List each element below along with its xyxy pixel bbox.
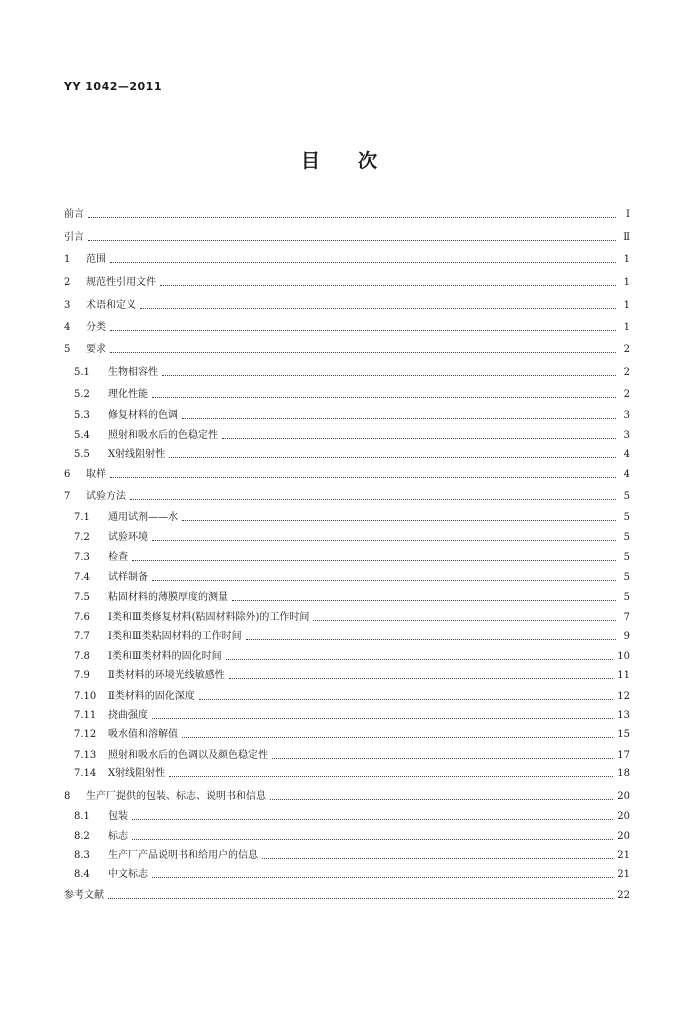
toc-dot-leader bbox=[229, 678, 613, 679]
toc-entry-number: 4 bbox=[64, 322, 71, 333]
toc-entry-label: 术语和定义 bbox=[86, 300, 136, 311]
toc-entry-page: 5 bbox=[623, 491, 630, 502]
toc-entry-number: 7.4 bbox=[74, 572, 90, 583]
toc-entry-page: 2 bbox=[623, 389, 630, 400]
toc-entry-label: 要求 bbox=[86, 344, 106, 355]
toc-entry-label: 粘固材料的薄膜厚度的测量 bbox=[108, 592, 228, 603]
toc-dot-leader bbox=[226, 659, 614, 660]
toc-entry-label: 通用试剂——水 bbox=[108, 512, 178, 523]
toc-entry-label: 取样 bbox=[86, 469, 106, 480]
toc-entry-label: 挠曲强度 bbox=[108, 710, 148, 721]
toc-entry-page: 4 bbox=[623, 469, 630, 480]
toc-entry bbox=[74, 510, 630, 524]
toc-entry bbox=[74, 447, 630, 461]
toc-entry-page: 5 bbox=[623, 552, 630, 563]
toc-entry bbox=[74, 570, 630, 584]
toc-entry-page: 5 bbox=[623, 512, 630, 523]
toc-entry bbox=[74, 590, 630, 604]
toc-entry bbox=[74, 365, 630, 379]
toc-entry-number: 7.3 bbox=[74, 552, 90, 563]
toc-entry-page: 1 bbox=[623, 277, 630, 288]
toc-entry-number: 5.5 bbox=[74, 449, 90, 460]
toc-entry-label: 试样制备 bbox=[108, 572, 148, 583]
toc-entry-label: 分类 bbox=[86, 322, 106, 333]
toc-entry-label: Ⅰ类和Ⅲ类材料的固化时间 bbox=[108, 651, 222, 662]
toc-entry-label: 引言 bbox=[64, 232, 84, 243]
toc-entry-number: 7 bbox=[64, 491, 71, 502]
toc-entry bbox=[74, 708, 630, 722]
toc-entry bbox=[74, 848, 630, 862]
toc-entry-number: 7.10 bbox=[74, 691, 97, 702]
toc-entry-number: 7.7 bbox=[74, 631, 90, 642]
toc-entry-label: 前言 bbox=[64, 209, 84, 220]
toc-entry-label: 生产厂产品说明书和给用户的信息 bbox=[108, 850, 258, 861]
toc-entry bbox=[74, 649, 630, 663]
toc-entry-label: X射线阻射性 bbox=[108, 768, 166, 779]
toc-entry bbox=[64, 230, 630, 244]
toc-dot-leader bbox=[246, 639, 616, 640]
toc-entry-label: 包装 bbox=[108, 811, 128, 822]
toc-dot-leader bbox=[262, 858, 613, 859]
toc-dot-leader bbox=[152, 718, 613, 719]
toc-entry-number: 8 bbox=[64, 791, 71, 802]
toc-dot-leader bbox=[110, 477, 616, 478]
toc-entry bbox=[64, 888, 630, 902]
toc-dot-leader bbox=[152, 540, 616, 541]
toc-dot-leader bbox=[132, 560, 616, 561]
toc-entry-page: 20 bbox=[617, 791, 630, 802]
toc-dot-leader bbox=[169, 457, 616, 458]
toc-entry-page: 10 bbox=[617, 651, 630, 662]
toc-dot-leader bbox=[162, 375, 616, 376]
toc-entry bbox=[64, 467, 630, 481]
toc-entry-number: 7.11 bbox=[74, 710, 97, 721]
toc-entry bbox=[74, 387, 630, 401]
toc-entry-page: Ⅱ bbox=[623, 232, 630, 243]
toc-entry-page: 17 bbox=[617, 750, 630, 761]
toc-entry-page: 3 bbox=[623, 410, 630, 421]
toc-dot-leader bbox=[110, 330, 616, 331]
toc-dot-leader bbox=[130, 499, 616, 500]
toc-entry-label: 理化性能 bbox=[108, 389, 148, 400]
toc-entry-page: 20 bbox=[617, 831, 630, 842]
toc-entry-label: 检查 bbox=[108, 552, 128, 563]
toc-entry bbox=[64, 320, 630, 334]
toc-entry-page: Ⅰ bbox=[626, 209, 630, 220]
toc-entry-page: 3 bbox=[623, 430, 630, 441]
toc-dot-leader bbox=[222, 438, 616, 439]
toc-entry bbox=[74, 428, 630, 442]
toc-entry-page: 1 bbox=[623, 300, 630, 311]
toc-entry-number: 7.8 bbox=[74, 651, 90, 662]
toc-entry-number: 7.6 bbox=[74, 612, 90, 623]
standard-code: YY 1042—2011 bbox=[64, 80, 162, 93]
toc-dot-leader bbox=[152, 877, 613, 878]
toc-entry bbox=[74, 829, 630, 843]
toc-entry-page: 7 bbox=[623, 612, 630, 623]
toc-dot-leader bbox=[182, 418, 616, 419]
toc-entry-page: 21 bbox=[617, 869, 630, 880]
toc-dot-leader bbox=[140, 308, 616, 309]
toc-dot-leader bbox=[108, 898, 613, 899]
toc-dot-leader bbox=[152, 580, 616, 581]
toc-entry-label: 规范性引用文件 bbox=[86, 277, 156, 288]
toc-dot-leader bbox=[110, 262, 616, 263]
toc-entry-label: 参考文献 bbox=[64, 890, 104, 901]
toc-entry-label: 生物相容性 bbox=[108, 367, 158, 378]
toc-entry bbox=[64, 789, 630, 803]
toc-entry-label: 试验环境 bbox=[108, 532, 148, 543]
toc-entry-label: 吸水值和溶解值 bbox=[108, 729, 178, 740]
toc-entry-number: 7.9 bbox=[74, 670, 90, 681]
toc-entry-page: 11 bbox=[617, 670, 630, 681]
toc-entry-page: 5 bbox=[623, 592, 630, 603]
toc-entry-number: 8.3 bbox=[74, 850, 90, 861]
toc-entry-number: 7.5 bbox=[74, 592, 90, 603]
toc-entry bbox=[74, 689, 630, 703]
toc-entry bbox=[74, 867, 630, 881]
toc-dot-leader bbox=[152, 397, 616, 398]
toc-entry-label: Ⅰ类和Ⅲ类粘固材料的工作时间 bbox=[108, 631, 242, 642]
toc-entry bbox=[74, 550, 630, 564]
toc-entry bbox=[74, 668, 630, 682]
toc-entry-number: 7.13 bbox=[74, 750, 97, 761]
toc-entry-number: 8.1 bbox=[74, 811, 90, 822]
toc-entry-page: 18 bbox=[617, 768, 630, 779]
toc-entry-label: 标志 bbox=[108, 831, 128, 842]
toc-entry bbox=[74, 530, 630, 544]
toc-entry-page: 9 bbox=[623, 631, 630, 642]
toc-entry bbox=[64, 298, 630, 312]
toc-dot-leader bbox=[313, 620, 616, 621]
toc-entry-label: 照射和吸水后的色调以及颜色稳定性 bbox=[108, 750, 268, 761]
toc-dot-leader bbox=[88, 240, 616, 241]
toc-entry-number: 5.4 bbox=[74, 430, 90, 441]
toc-dot-leader bbox=[182, 737, 613, 738]
toc-dot-leader bbox=[132, 819, 613, 820]
toc-dot-leader bbox=[160, 285, 616, 286]
toc-dot-leader bbox=[232, 600, 616, 601]
toc-dot-leader bbox=[169, 776, 613, 777]
toc-entry-label: 照射和吸水后的色稳定性 bbox=[108, 430, 218, 441]
toc-dot-leader bbox=[182, 520, 616, 521]
toc-entry bbox=[74, 629, 630, 643]
toc-entry-number: 8.4 bbox=[74, 869, 90, 880]
toc-entry-page: 2 bbox=[623, 367, 630, 378]
toc-dot-leader bbox=[270, 799, 613, 800]
toc-entry-number: 7.1 bbox=[74, 512, 90, 523]
toc-entry bbox=[74, 809, 630, 823]
toc-entry-label: 中文标志 bbox=[108, 869, 148, 880]
toc-entry bbox=[64, 489, 630, 503]
toc-entry-number: 7.14 bbox=[74, 768, 97, 779]
toc-entry bbox=[74, 727, 630, 741]
toc-entry-page: 22 bbox=[617, 890, 630, 901]
toc-entry bbox=[64, 275, 630, 289]
toc-entry-number: 5.1 bbox=[74, 367, 90, 378]
toc-entry-number: 1 bbox=[64, 254, 71, 265]
toc-entry-label: Ⅱ类材料的固化深度 bbox=[108, 691, 195, 702]
toc-entry-label: 试验方法 bbox=[86, 491, 126, 502]
toc-entry-page: 15 bbox=[617, 729, 630, 740]
toc-dot-leader bbox=[199, 699, 613, 700]
toc-entry-page: 4 bbox=[623, 449, 630, 460]
toc-dot-leader bbox=[110, 352, 616, 353]
toc-entry-label: X射线阻射性 bbox=[108, 449, 166, 460]
toc-entry-label: Ⅱ类材料的环境光线敏感性 bbox=[108, 670, 225, 681]
toc-entry-label: Ⅰ类和Ⅲ类修复材料(粘固材料除外)的工作时间 bbox=[108, 612, 310, 623]
toc-entry-page: 21 bbox=[617, 850, 630, 861]
toc-entry-page: 5 bbox=[623, 572, 630, 583]
toc-dot-leader bbox=[132, 839, 613, 840]
toc-entry-page: 1 bbox=[623, 322, 630, 333]
page-title: 目次 bbox=[300, 150, 415, 172]
toc-entry-page: 5 bbox=[623, 532, 630, 543]
toc-entry-label: 生产厂提供的包装、标志、说明书和信息 bbox=[86, 791, 266, 802]
toc-entry-number: 2 bbox=[64, 277, 71, 288]
toc-entry-number: 6 bbox=[64, 469, 71, 480]
toc-entry bbox=[74, 766, 630, 780]
toc-entry-number: 7.12 bbox=[74, 729, 97, 740]
toc-entry-page: 13 bbox=[617, 710, 630, 721]
toc-entry-number: 3 bbox=[64, 300, 71, 311]
toc-entry bbox=[64, 252, 630, 266]
toc-entry-page: 20 bbox=[617, 811, 630, 822]
toc-entry-number: 5.3 bbox=[74, 410, 90, 421]
toc-entry bbox=[64, 342, 630, 356]
toc-entry-number: 8.2 bbox=[74, 831, 90, 842]
toc-entry-page: 2 bbox=[623, 344, 630, 355]
toc-entry bbox=[64, 207, 630, 221]
toc-entry-number: 5 bbox=[64, 344, 71, 355]
toc-entry bbox=[74, 748, 630, 762]
toc-entry-page: 12 bbox=[617, 691, 630, 702]
toc-entry-number: 5.2 bbox=[74, 389, 90, 400]
toc-entry bbox=[74, 408, 630, 422]
toc-dot-leader bbox=[88, 217, 616, 218]
toc-dot-leader bbox=[272, 758, 613, 759]
toc-entry-label: 修复材料的色调 bbox=[108, 410, 178, 421]
toc-entry-page: 1 bbox=[623, 254, 630, 265]
toc-entry-label: 范围 bbox=[86, 254, 106, 265]
toc-entry bbox=[74, 610, 630, 624]
toc-entry-number: 7.2 bbox=[74, 532, 90, 543]
